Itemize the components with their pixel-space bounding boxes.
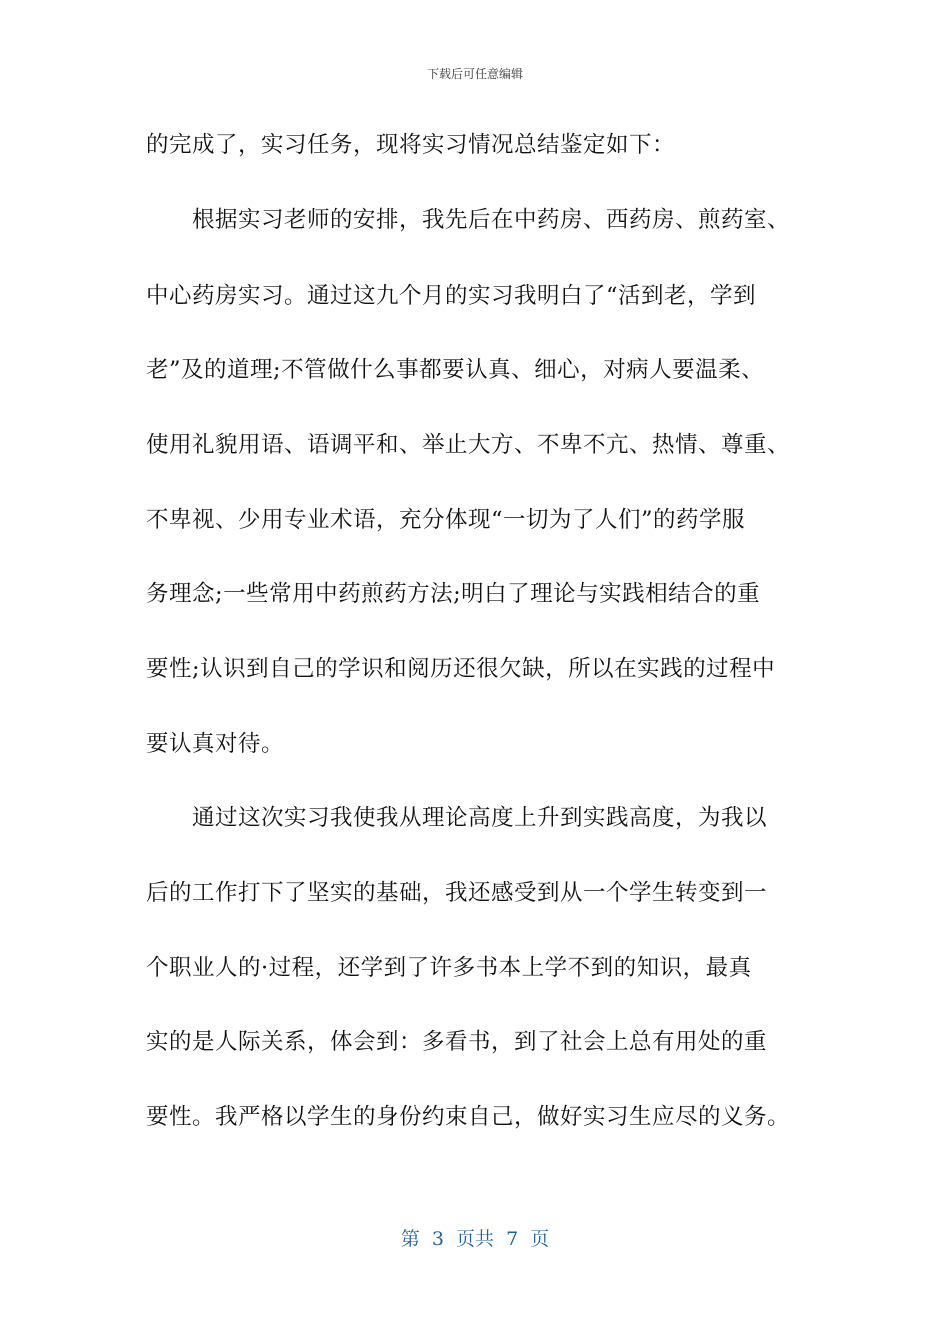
body-line-13: 实的是人际关系，体会到：多看书，到了社会上总有用处的重: [146, 1029, 768, 1055]
body-line-5: 使用礼貌用语、语调平和、举止大方、不卑不亢、热情、尊重、: [146, 432, 791, 458]
page-footer: 第 3 页共 7 页: [400, 1228, 550, 1250]
body-line-11: 后的工作打下了坚实的基础，我还感受到从一个学生转变到一: [146, 880, 768, 906]
body-line-14: 要性。我严格以学生的身份约束自己，做好实习生应尽的义务。: [146, 1104, 791, 1130]
body-line-6: 不卑视、少用专业术语，充分体现“一切为了人们”的药学服: [146, 507, 746, 533]
body-line-8: 要性;认识到自己的学识和阅历还很欠缺，所以在实践的过程中: [146, 656, 776, 682]
body-line-4: 老”及的道理;不管做什么事都要认真、细心，对病人要温柔、: [146, 357, 765, 383]
body-line-1: 的完成了，实习任务，现将实习情况总结鉴定如下：: [146, 132, 676, 158]
body-line-3: 中心药房实习。通过这九个月的实习我明白了“活到老，学到: [146, 283, 757, 309]
body-line-10: 通过这次实习我使我从理论高度上升到实践高度，为我以: [146, 805, 768, 831]
page-header: 下载后可任意编辑: [426, 67, 523, 81]
body-line-12: 个职业人的·过程，还学到了许多书本上学不到的知识，最真: [146, 955, 752, 981]
body-line-7: 务理念;一些常用中药煎药方法;明白了理论与实践相结合的重: [146, 581, 761, 607]
body-line-9: 要认真对待。: [146, 731, 285, 757]
body-line-2: 根据实习老师的安排，我先后在中药房、西药房、煎药室、: [146, 207, 791, 233]
